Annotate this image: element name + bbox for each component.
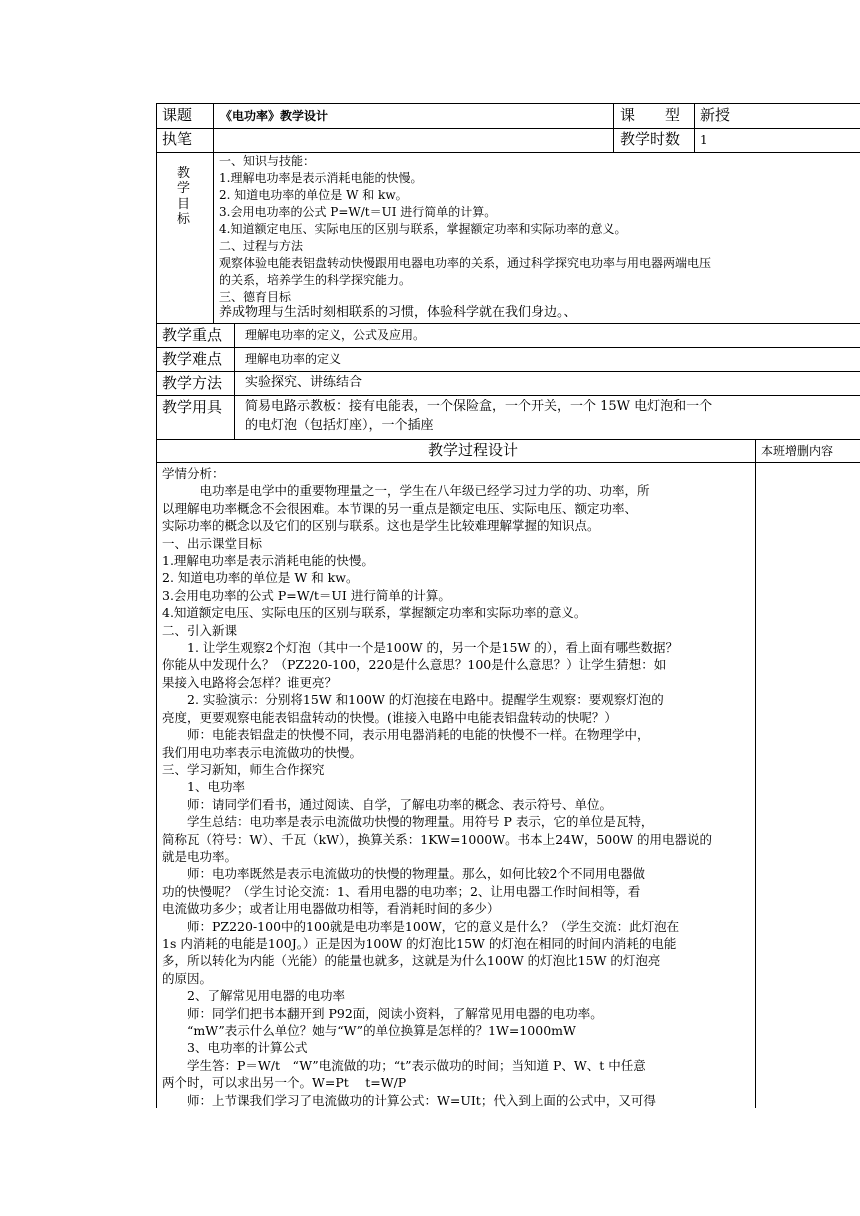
goals-line: 养成物理与生活时刻相联系的习惯，体验科学就在我们身边。、 [219,305,577,320]
goals-line: 1.理解电功率是表示消耗电能的快慢。 [219,171,423,185]
process-line: 果接入电路将会怎样？谁更亮？ [162,674,338,690]
process-line: 3.会用电功率的公式 P=W/t＝UI 进行简单的计算。 [162,587,451,603]
tools-label: 教学用具 [162,398,223,416]
difficulty-value: 理解电功率的定义 [245,352,342,366]
table-line [694,103,695,152]
difficulty-label: 教学难点 [162,350,223,368]
goals-line: 4.知道额定电压、实际电压的区别与联系，掌握额定功率和实际功率的意义。 [219,222,627,236]
goals-label-char: 教 [177,166,191,181]
process-line: 2. 知道电功率的单位是 W 和 kw。 [162,570,359,586]
table-line [755,439,756,1108]
process-line: 4.知道额定电压、实际电压的区别与联系，掌握额定功率和实际功率的意义。 [162,605,587,621]
process-line: 实际功率的概念以及它们的区别与联系。这也是学生比较难理解掌握的知识点。 [162,518,600,534]
process-line: 以理解电功率概念不会很困难。本节课的另一重点是额定电压、实际电压、额定功率、 [162,500,638,516]
process-line: 师：同学们把书本翻开到 P92面，阅读小资料，了解常见用电器的电功率。 [162,1005,603,1021]
process-line: 师：PZ220-100中的100就是电功率是100W，它的意义是什么？（学生交流：此灯泡在 [162,918,680,934]
process-line: “mW”表示什么单位？她与“W”的单位换算是怎样的？1W=1000mW [162,1023,576,1038]
side-column-header [759,443,860,461]
table-line [156,128,860,129]
process-line: 二、引入新课 [162,622,238,638]
process-line: 多，所以转化为内能（光能）的能量也就多，这就是为什么100W 的灯泡比15W 的灯泡亮 [162,953,661,969]
goals-line: 一、知识与技能： [219,154,316,168]
goals-label-char: 学 [177,181,191,196]
table-line [156,371,860,372]
topic-value: 《电功率》教学设计 [220,109,329,123]
process-line: 的原因。 [162,970,213,986]
table-line [156,347,860,348]
process-title: 教学过程设计 [428,441,519,459]
process-line: 1s 内消耗的电能是100J。）正是因为100W 的灯泡比15W 的灯泡在相同的时间内消耗的电能 [162,935,677,951]
key-point-value: 理解电功率的定义，公式及应用。 [245,328,426,342]
table-line [156,152,860,153]
process-line: 亮度，更要观察电能表铝盘转动的快慢。(谁接入电路中电能表铝盘转动的快呢？） [162,709,617,725]
table-line [156,323,860,324]
side-column-title: 本班增删内容 [761,444,834,458]
process-line: 你能从中发现什么？（PZ220-100，220是什么意思？100是什么意思？）让学生猜想：如 [162,657,667,673]
process-line: 三、学习新知，师生合作探究 [162,761,325,777]
type-value: 新授 [700,106,731,124]
table-line [234,323,235,439]
process-line: 功的快慢呢？（学生讨论交流：1、看用电器的电功率；2、让用电器工作时间相等，看 [162,883,641,899]
tools-value [245,399,856,439]
goals-line: 2. 知道电功率的单位是 W 和 kw。 [219,188,408,202]
process-line: 简称瓦（符号：W）、千瓦（kW），换算关系：1KW=1000W。书本上24W，500W 的用电器说的 [162,831,713,847]
goals-line: 3.会用电功率的公式 P=W/t＝UI 进行简单的计算。 [219,205,497,219]
method-label: 教学方法 [162,374,223,392]
table-line [213,103,214,323]
process-line: 1. 让学生观察2个灯泡（其中一个是100W 的，另一个是15W 的），看上面有哪些数据？ [162,640,679,656]
process-line: 我们用电功率表示电流做功的快慢。 [162,744,363,760]
goals-line: 三、德育目标 [219,290,292,304]
hours-value: 1 [700,133,708,147]
process-line: 师：电能表铝盘走的快慢不同，表示用电器消耗的电能的快慢不一样。在物理学中， [162,727,650,743]
process-body [162,465,752,1109]
table-line [156,103,157,1108]
tools-line: 的电灯泡（包括灯座），一个插座 [245,418,434,433]
process-line: 就是电功率。 [162,848,238,864]
process-line: 一、出示课堂目标 [162,535,263,551]
process-line: 电流做功多少；或者让用电器做功相等，看消耗时间的多少） [162,901,500,917]
goals-line: 观察体验电能表铝盘转动快慢跟用电器电功率的关系，通过科学探究电功率与用电器两端电压 [219,256,712,270]
method-value: 实验探究、讲练结合 [245,375,363,390]
goals-line: 二、过程与方法 [219,239,304,253]
process-line: 师：请同学们看书，通过阅读、自学，了解电功率的概念、表示符号、单位。 [162,796,613,812]
key-point-label: 教学重点 [162,326,223,344]
process-line: 学情分析： [162,466,225,481]
process-line: 学生总结：电功率是表示电流做功快慢的物理量。用符号 P 表示，它的单位是瓦特， [162,814,654,830]
table-line [156,395,860,396]
table-line [156,103,860,104]
hours-label: 教学时数 [620,130,681,148]
process-line: 1.理解电功率是表示消耗电能的快慢。 [162,553,374,569]
tools-line: 简易电路示教板：接有电能表，一个保险盒，一个开关，一个 15W 电灯泡和一个 [245,399,713,414]
process-line: 电功率是电学中的重要物理量之一，学生在八年级已经学习过力学的功、功率，所 [162,483,650,499]
goals-label-char: 目 [177,197,191,212]
process-line: 2. 实验演示：分别将15W 和100W 的灯泡接在电路中。提醒学生观察：要观察灯泡的 [162,692,664,708]
type-label: 课 型 [620,106,681,124]
table-line [613,103,614,152]
process-line: 2、了解常见用电器的电功率 [162,988,345,1004]
process-line: 1、电功率 [162,779,245,795]
goals-label-char: 标 [177,212,191,227]
goals-line: 的关系，培养学生的科学探究能力。 [219,273,412,287]
process-line: 学生答：P＝W/t “W”电流做的功；“t”表示做功的时间；当知道 P、W、t 中任意 [162,1057,646,1073]
process-line: 师：上节课我们学习了电流做功的计算公式：W=UIt；代入到上面的公式中，又可得 [162,1092,656,1108]
process-line: 两个时，可以求出另一个。W=Pt t=W/P [162,1075,407,1091]
topic-label: 课题 [162,106,193,124]
author-label: 执笔 [162,130,193,148]
process-line: 3、电功率的计算公式 [162,1040,308,1056]
process-line: 师：电功率既然是表示电流做功的快慢的物理量。那么，如何比较2个不同用电器做 [162,866,645,882]
